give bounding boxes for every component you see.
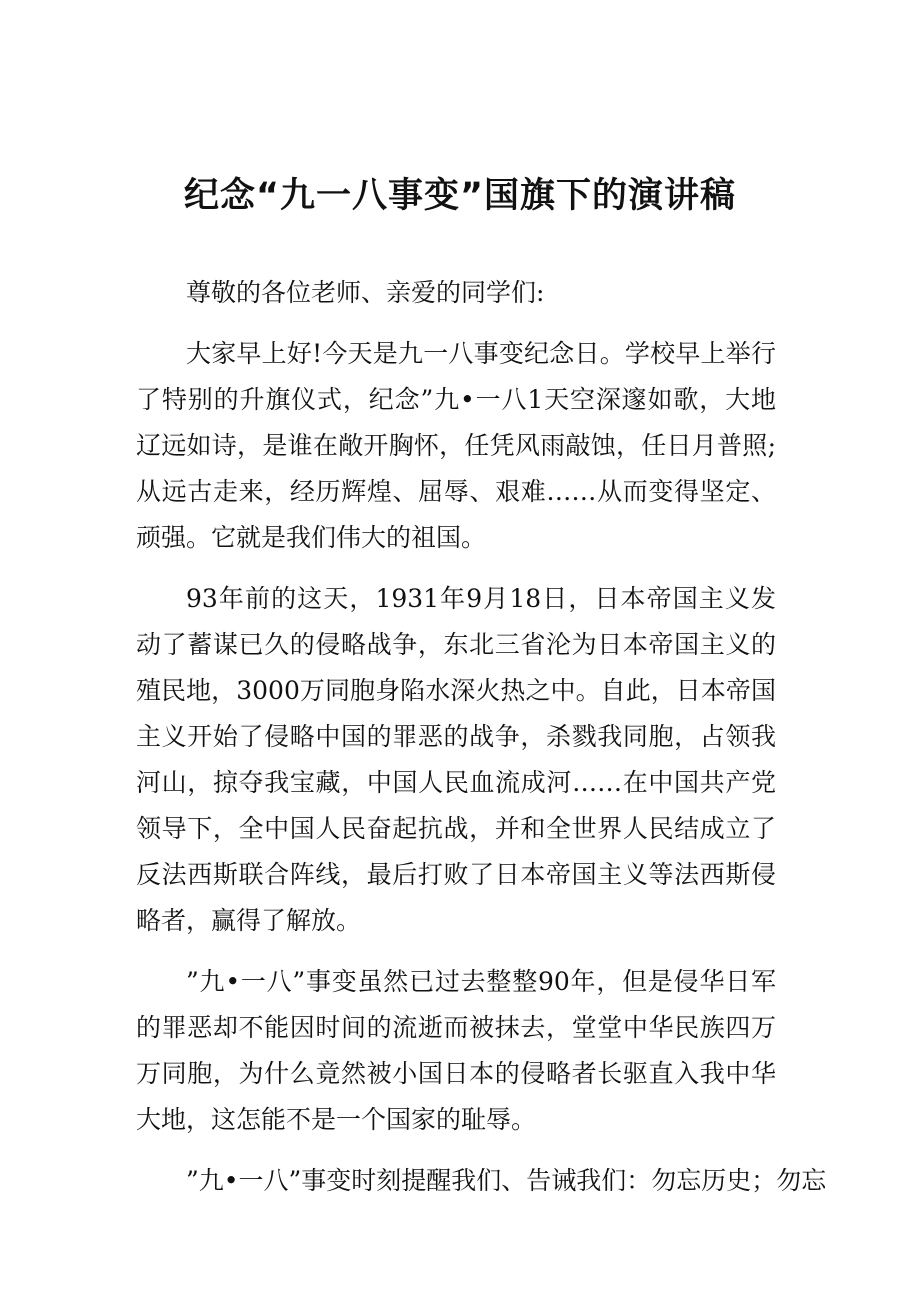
paragraph-history: 93年前的这天，1931年9月18日，日本帝国主义发动了蓄谋已久的侵略战争，东北三省沦为日本帝国主义的殖民地，3000万同胞身陷水深火热之中。自此，日本帝国主义开始了侵略中国的罪恶的战争，杀戮我同胞，占领我河山，掠夺我宝藏，中国人民血流成河……在中国共产党领导下，全中国人民奋起抗战，并和全世界人民结成立了反法西斯联合阵线，最后打败了日本帝国主义等法西斯侵略者，赢得了解放。 — [136, 584, 776, 935]
paragraph-warning: ”九•一八”事变时刻提醒我们、告诫我们：勿忘历史；勿忘 — [186, 1166, 827, 1195]
paragraph-reflection: ”九•一八”事变虽然已过去整整90年，但是侵华日军的罪恶却不能因时间的流逝而被抹去，堂堂中华民族四万万同胞，为什么竟然被小国日本的侵略者长驱直入我中华大地，这怎能不是一个国家的耻辱。 — [136, 967, 776, 1134]
document-title: 纪念“九一八事变”国旗下的演讲稿 — [183, 176, 736, 216]
paragraph-greeting: 大家早上好!今天是九一八事变纪念日。学校早上举行了特别的升旗仪式，纪念”九•一八1天空深邃如歌，大地辽远如诗，是谁在敞开胸怀，任凭风雨敲蚀，任日月普照;从远古走来，经历辉煌、屈辱、艰难……从而变得坚定、顽强。它就是我们伟大的祖国。 — [136, 339, 776, 552]
salutation: 尊敬的各位老师、亲爱的同学们: — [186, 278, 545, 307]
document-body — [136, 270, 827, 1204]
